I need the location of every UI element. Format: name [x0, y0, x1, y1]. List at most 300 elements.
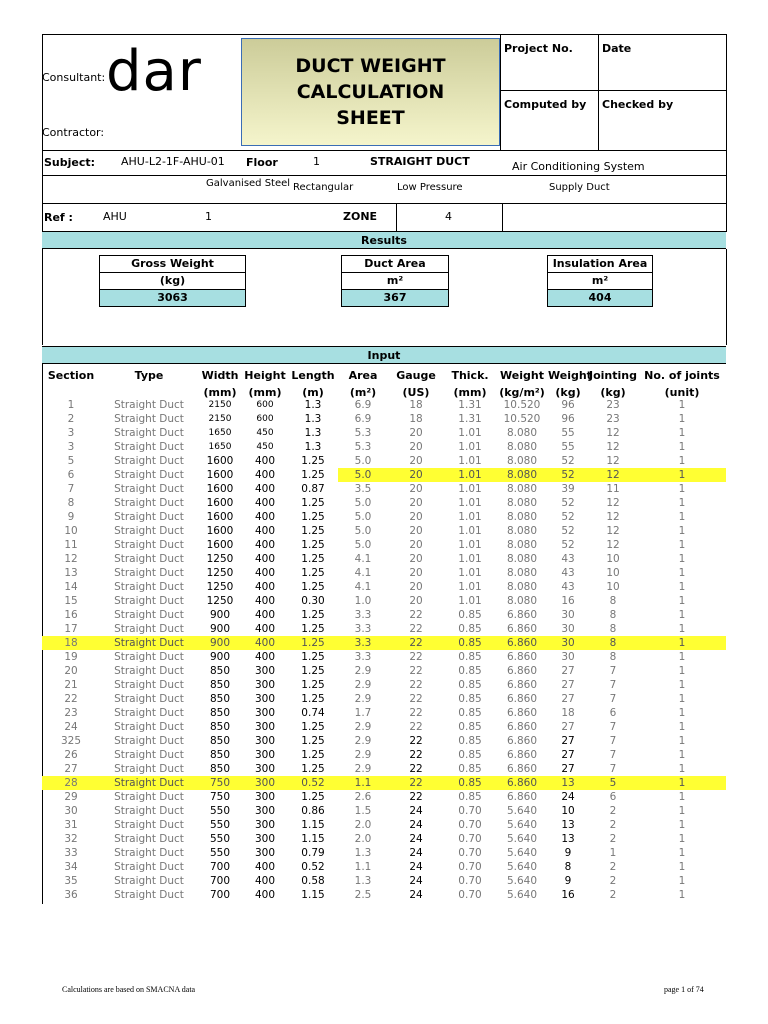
cell-gauge: 20: [409, 427, 423, 439]
cell-gauge: 22: [409, 609, 423, 621]
cell-gauge: 18: [409, 413, 423, 425]
cell-joints: 1: [678, 483, 686, 495]
cell-gauge: 20: [409, 581, 423, 593]
cell-width: 2150: [208, 400, 232, 410]
cell-type: Straight Duct: [114, 651, 184, 663]
table-row: [42, 636, 726, 650]
cell-wpa: 5.640: [506, 833, 538, 845]
cell-wpa: 8.080: [506, 539, 538, 551]
cell-length: 0.52: [301, 861, 325, 873]
cell-height: 400: [254, 609, 276, 621]
cell-joints: 1: [678, 595, 686, 607]
cell-length: 1.25: [301, 763, 325, 775]
cell-wpa: 5.640: [506, 861, 538, 873]
column-header: Thick.: [451, 369, 489, 382]
cell-gauge: 24: [409, 847, 423, 859]
cell-type: Straight Duct: [114, 511, 184, 523]
cell-length: 1.25: [301, 749, 325, 761]
cell-height: 400: [254, 861, 276, 873]
cell-area: 2.9: [354, 749, 372, 761]
pressure-class: Low Pressure: [397, 182, 463, 193]
cell-section: 26: [64, 749, 78, 761]
cell-length: 1.25: [301, 721, 325, 733]
cell-jointing: 12: [606, 525, 620, 537]
cell-section: 10: [64, 525, 78, 537]
cell-weight: 18: [561, 707, 575, 719]
cell-width: 1600: [206, 511, 234, 523]
cell-gauge: 20: [409, 553, 423, 565]
cell-section: 24: [64, 721, 78, 733]
column-header: Area: [348, 369, 378, 382]
input-band: Input: [42, 346, 726, 364]
cell-type: Straight Duct: [114, 749, 184, 761]
cell-height: 400: [254, 581, 276, 593]
cell-section: 31: [64, 819, 78, 831]
cell-wpa: 8.080: [506, 567, 538, 579]
cell-height: 400: [254, 455, 276, 467]
cell-section: 23: [64, 707, 78, 719]
table-row: [42, 776, 726, 790]
cell-length: 1.25: [301, 665, 325, 677]
cell-width: 550: [209, 819, 231, 831]
footer-note-prefix: Calculations are based on: [62, 985, 144, 994]
cell-joints: 1: [638, 776, 726, 790]
cell-length: 1.25: [301, 651, 325, 663]
cell-area: 2.6: [354, 791, 372, 803]
cell-width: 1650: [208, 428, 232, 438]
cell-type: Straight Duct: [114, 399, 184, 411]
table-row: [42, 608, 726, 622]
cell-jointing: 12: [606, 539, 620, 551]
cell-gauge: 22: [388, 636, 444, 650]
column-unit: (m): [302, 386, 324, 399]
cell-length: 0.58: [301, 875, 325, 887]
cell-thick: 1.01: [458, 455, 482, 467]
cell-type: Straight Duct: [114, 497, 184, 509]
cell-area: 5.0: [354, 525, 372, 537]
cell-jointing: 10: [606, 567, 620, 579]
cell-jointing: 7: [609, 665, 617, 677]
table-row: [42, 804, 726, 818]
cell-wpa: 6.860: [506, 665, 538, 677]
ref-number: 1: [205, 210, 212, 223]
cell-wpa: 8.080: [506, 553, 538, 565]
cell-type: Straight Duct: [114, 819, 184, 831]
duct-area-unit: m²: [342, 273, 448, 290]
cell-jointing: 7: [609, 763, 617, 775]
cell-joints: 1: [678, 847, 686, 859]
cell-section: 2: [67, 413, 75, 425]
table-row: [42, 748, 726, 762]
cell-thick: 0.70: [458, 861, 482, 873]
cell-thick: 1.01: [458, 581, 482, 593]
cell-section: 19: [64, 651, 78, 663]
cell-section: 3: [67, 427, 75, 439]
cell-gauge: 22: [409, 679, 423, 691]
cell-width: 850: [209, 749, 231, 761]
cell-joints: 1: [678, 749, 686, 761]
column-header: Section: [47, 369, 95, 382]
table-row: [42, 524, 726, 538]
column-header: Jointing: [589, 369, 637, 382]
footer-note-suffix: data: [181, 985, 196, 994]
cell-thick: 1.01: [458, 567, 482, 579]
cell-weight: 52: [561, 539, 575, 551]
cell-width: 850: [209, 721, 231, 733]
cell-jointing: 8: [609, 595, 617, 607]
cell-thick: 0.85: [444, 776, 496, 790]
cell-jointing: 7: [609, 749, 617, 761]
cell-height: 400: [254, 497, 276, 509]
cell-weight: 27: [561, 721, 575, 733]
cell-section: 22: [64, 693, 78, 705]
cell-gauge: 22: [409, 665, 423, 677]
cell-height: 300: [254, 791, 276, 803]
cell-height: 400: [254, 651, 276, 663]
cell-thick: 1.01: [458, 539, 482, 551]
cell-wpa: 6.860: [506, 763, 538, 775]
column-unit: (kg): [555, 386, 581, 399]
table-row: [42, 510, 726, 524]
cell-wpa: 6.860: [506, 791, 538, 803]
cell-wpa: 6.860: [496, 636, 548, 650]
cell-type: Straight Duct: [114, 553, 184, 565]
table-row: [42, 426, 726, 440]
cell-area: 1.5: [354, 805, 372, 817]
cell-thick: 1.01: [444, 468, 496, 482]
cell-length: 1.25: [301, 497, 325, 509]
cell-width: 750: [209, 791, 231, 803]
cell-thick: 0.85: [458, 693, 482, 705]
cell-weight: 52: [561, 497, 575, 509]
table-row: [42, 846, 726, 860]
insulation-area-unit: m²: [548, 273, 652, 290]
cell-height: 300: [254, 679, 276, 691]
cell-gauge: 22: [409, 721, 423, 733]
cell-joints: 1: [678, 525, 686, 537]
cell-type: Straight Duct: [114, 735, 184, 747]
cell-type: Straight Duct: [114, 763, 184, 775]
cell-wpa: 6.860: [506, 679, 538, 691]
cell-area: 5.0: [354, 539, 372, 551]
cell-wpa: 6.860: [506, 721, 538, 733]
cell-joints: 1: [678, 413, 686, 425]
cell-thick: 0.70: [458, 833, 482, 845]
cell-area: 3.3: [354, 623, 372, 635]
cell-area: 3.3: [354, 609, 372, 621]
cell-height: 400: [254, 483, 276, 495]
cell-weight: 8: [564, 861, 572, 873]
cell-weight: 13: [561, 833, 575, 845]
cell-wpa: 10.520: [503, 413, 541, 425]
cell-type: Straight Duct: [114, 693, 184, 705]
cell-wpa: 8.080: [506, 455, 538, 467]
cell-joints: 1: [678, 539, 686, 551]
cell-length: 1.3: [304, 413, 322, 425]
cell-thick: 0.70: [458, 889, 482, 901]
table-row: [42, 678, 726, 692]
cell-joints: 1: [678, 651, 686, 663]
cell-thick: 1.01: [458, 553, 482, 565]
cell-length: 0.79: [301, 847, 325, 859]
cell-joints: 1: [678, 707, 686, 719]
table-row: [42, 566, 726, 580]
cell-width: 1600: [206, 525, 234, 537]
cell-joints: 1: [638, 636, 726, 650]
cell-gauge: 24: [409, 805, 423, 817]
cell-type: Straight Duct: [114, 833, 184, 845]
cell-type: Straight Duct: [114, 427, 184, 439]
table-row: [42, 790, 726, 804]
cell-length: 1.25: [301, 581, 325, 593]
cell-gauge: 20: [409, 595, 423, 607]
cell-width: 1250: [206, 567, 234, 579]
cell-length: 1.3: [304, 399, 322, 411]
cell-weight: 30: [561, 609, 575, 621]
cell-length: 1.25: [301, 553, 325, 565]
cell-height: 400: [254, 539, 276, 551]
cell-height: 300: [254, 735, 276, 747]
cell-thick: 0.85: [444, 636, 496, 650]
cell-thick: 1.31: [458, 413, 482, 425]
cell-joints: 1: [678, 679, 686, 691]
cell-jointing: 8: [609, 609, 617, 621]
cell-wpa: 10.520: [503, 399, 541, 411]
cell-width: 900: [209, 651, 231, 663]
cell-thick: 0.85: [458, 679, 482, 691]
cell-gauge: 20: [409, 483, 423, 495]
cell-width: 1250: [206, 581, 234, 593]
table-row: [42, 888, 726, 902]
cell-gauge: 24: [409, 875, 423, 887]
cell-weight: 27: [561, 665, 575, 677]
cell-height: 400: [254, 595, 276, 607]
table-row: [42, 482, 726, 496]
duct-area-value: 367: [342, 290, 448, 306]
cell-joints: 1: [678, 735, 686, 747]
cell-width: 900: [198, 636, 242, 650]
cell-jointing: 11: [606, 483, 620, 495]
cell-area: 4.1: [354, 581, 372, 593]
cell-type: Straight Duct: [114, 581, 184, 593]
cell-joints: 1: [678, 455, 686, 467]
table-row: [42, 720, 726, 734]
consultant-label: Consultant:: [42, 71, 106, 84]
duct-area-label: Duct Area: [342, 256, 448, 273]
title-line-2: CALCULATION: [296, 81, 445, 103]
cell-width: 850: [209, 707, 231, 719]
cell-section: 20: [64, 665, 78, 677]
cell-section: 9: [67, 511, 75, 523]
cell-gauge: 24: [409, 819, 423, 831]
cell-weight: 24: [561, 791, 575, 803]
cell-jointing: 12: [606, 511, 620, 523]
cell-jointing: 7: [609, 693, 617, 705]
cell-joints: 1: [678, 511, 686, 523]
cell-gauge: 18: [409, 399, 423, 411]
cell-height: 300: [254, 833, 276, 845]
project-no-label: Project No.: [504, 42, 573, 55]
cell-area: 2.9: [354, 665, 372, 677]
column-unit: (kg/m²): [499, 386, 545, 399]
cell-jointing: 6: [609, 707, 617, 719]
table-row: [42, 762, 726, 776]
cell-type: Straight Duct: [114, 525, 184, 537]
cell-height: 300: [254, 707, 276, 719]
column-unit: (mm): [248, 386, 282, 399]
cell-weight: 27: [561, 735, 575, 747]
cell-wpa: 6.860: [506, 693, 538, 705]
cell-weight: 13: [548, 776, 588, 790]
dar-logo: dar: [106, 39, 202, 104]
cell-area: 1.1: [338, 776, 388, 790]
zone-value: 4: [445, 210, 452, 223]
cell-height: 300: [254, 805, 276, 817]
cell-wpa: 5.640: [506, 889, 538, 901]
cell-wpa: 8.080: [506, 483, 538, 495]
cell-length: 1.25: [301, 511, 325, 523]
duct-area-box: [341, 255, 449, 307]
table-row: [42, 412, 726, 426]
input-table: [42, 398, 726, 902]
cell-thick: 0.85: [458, 735, 482, 747]
cell-height: 400: [254, 525, 276, 537]
cell-joints: 1: [678, 553, 686, 565]
cell-area: 2.9: [354, 693, 372, 705]
cell-area: 1.3: [354, 847, 372, 859]
checked-by-label: Checked by: [602, 98, 674, 111]
gross-weight-box: [99, 255, 246, 307]
cell-jointing: 23: [606, 399, 620, 411]
table-row: [42, 398, 726, 412]
cell-joints: 1: [678, 721, 686, 733]
cell-area: 6.9: [354, 413, 372, 425]
cell-area: 2.9: [354, 679, 372, 691]
cell-height: 400: [254, 875, 276, 887]
cell-type: Straight Duct: [114, 483, 184, 495]
cell-height: 300: [242, 776, 288, 790]
cell-section: 30: [64, 805, 78, 817]
cell-width: 2150: [208, 414, 232, 424]
table-row: [42, 538, 726, 552]
cell-jointing: 7: [609, 679, 617, 691]
cell-section: 16: [64, 609, 78, 621]
cell-wpa: 6.860: [506, 707, 538, 719]
cell-area: 2.5: [354, 889, 372, 901]
cell-height: 400: [254, 567, 276, 579]
cell-type: Straight Duct: [114, 567, 184, 579]
cell-weight: 13: [561, 819, 575, 831]
cell-section: 11: [64, 539, 78, 551]
cell-width: 1600: [206, 497, 234, 509]
column-header: Type: [134, 369, 164, 382]
cell-type: Straight Duct: [114, 861, 184, 873]
title-line-3: SHEET: [336, 107, 405, 129]
cell-length: 1.3: [304, 441, 322, 453]
cell-width: 1600: [206, 469, 234, 481]
cell-width: 550: [209, 847, 231, 859]
computed-by-label: Computed by: [504, 98, 587, 111]
cell-height: 400: [254, 469, 276, 481]
gross-weight-label: Gross Weight: [100, 256, 245, 273]
cell-weight: 55: [561, 441, 575, 453]
cell-length: 1.25: [301, 567, 325, 579]
duct-shape: Rectangular: [293, 182, 354, 193]
cell-joints: 1: [678, 399, 686, 411]
cell-length: 0.86: [301, 805, 325, 817]
cell-type: Straight Duct: [100, 636, 198, 650]
table-row: [42, 552, 726, 566]
cell-height: 300: [254, 693, 276, 705]
system-name: Air Conditioning System: [512, 160, 645, 173]
cell-gauge: 20: [388, 468, 444, 482]
cell-weight: 30: [548, 636, 588, 650]
cell-area: 2.0: [354, 833, 372, 845]
cell-length: 1.15: [301, 889, 325, 901]
cell-type: Straight Duct: [114, 455, 184, 467]
cell-height: 400: [242, 636, 288, 650]
cell-section: 325: [60, 735, 82, 747]
cell-gauge: 20: [409, 441, 423, 453]
cell-gauge: 20: [409, 567, 423, 579]
cell-thick: 0.85: [458, 665, 482, 677]
cell-height: 300: [254, 847, 276, 859]
cell-area: 2.9: [354, 763, 372, 775]
cell-jointing: 12: [606, 455, 620, 467]
cell-gauge: 20: [409, 497, 423, 509]
cell-area: 5.0: [354, 455, 372, 467]
cell-weight: 52: [561, 525, 575, 537]
cell-area: 1.0: [354, 595, 372, 607]
cell-section: 18: [42, 636, 100, 650]
cell-weight: 43: [561, 553, 575, 565]
gross-weight-unit: (kg): [100, 273, 245, 290]
cell-weight: 30: [561, 651, 575, 663]
cell-joints: 1: [678, 763, 686, 775]
table-row: [42, 692, 726, 706]
cell-area: 1.1: [354, 861, 372, 873]
cell-jointing: 12: [606, 427, 620, 439]
cell-jointing: 2: [609, 889, 617, 901]
table-row: [42, 454, 726, 468]
cell-gauge: 20: [409, 539, 423, 551]
cell-thick: 1.01: [458, 483, 482, 495]
cell-height: 450: [256, 442, 274, 452]
cell-length: 0.30: [301, 595, 325, 607]
cell-wpa: 8.080: [506, 525, 538, 537]
cell-section: 5: [67, 455, 75, 467]
cell-height: 300: [254, 665, 276, 677]
cell-area: 2.0: [354, 819, 372, 831]
cell-section: 21: [64, 679, 78, 691]
table-row: [42, 440, 726, 454]
cell-width: 900: [209, 623, 231, 635]
service-type: Supply Duct: [549, 182, 610, 193]
cell-jointing: 2: [609, 861, 617, 873]
cell-joints: 1: [678, 427, 686, 439]
cell-type: Straight Duct: [114, 805, 184, 817]
cell-jointing: 5: [588, 776, 638, 790]
cell-width: 850: [209, 763, 231, 775]
cell-thick: 0.85: [458, 763, 482, 775]
cell-wpa: 6.860: [506, 623, 538, 635]
cell-type: Straight Duct: [114, 623, 184, 635]
cell-section: 13: [64, 567, 78, 579]
cell-type: Straight Duct: [114, 721, 184, 733]
cell-weight: 52: [548, 468, 588, 482]
table-row: [42, 580, 726, 594]
cell-weight: 39: [561, 483, 575, 495]
